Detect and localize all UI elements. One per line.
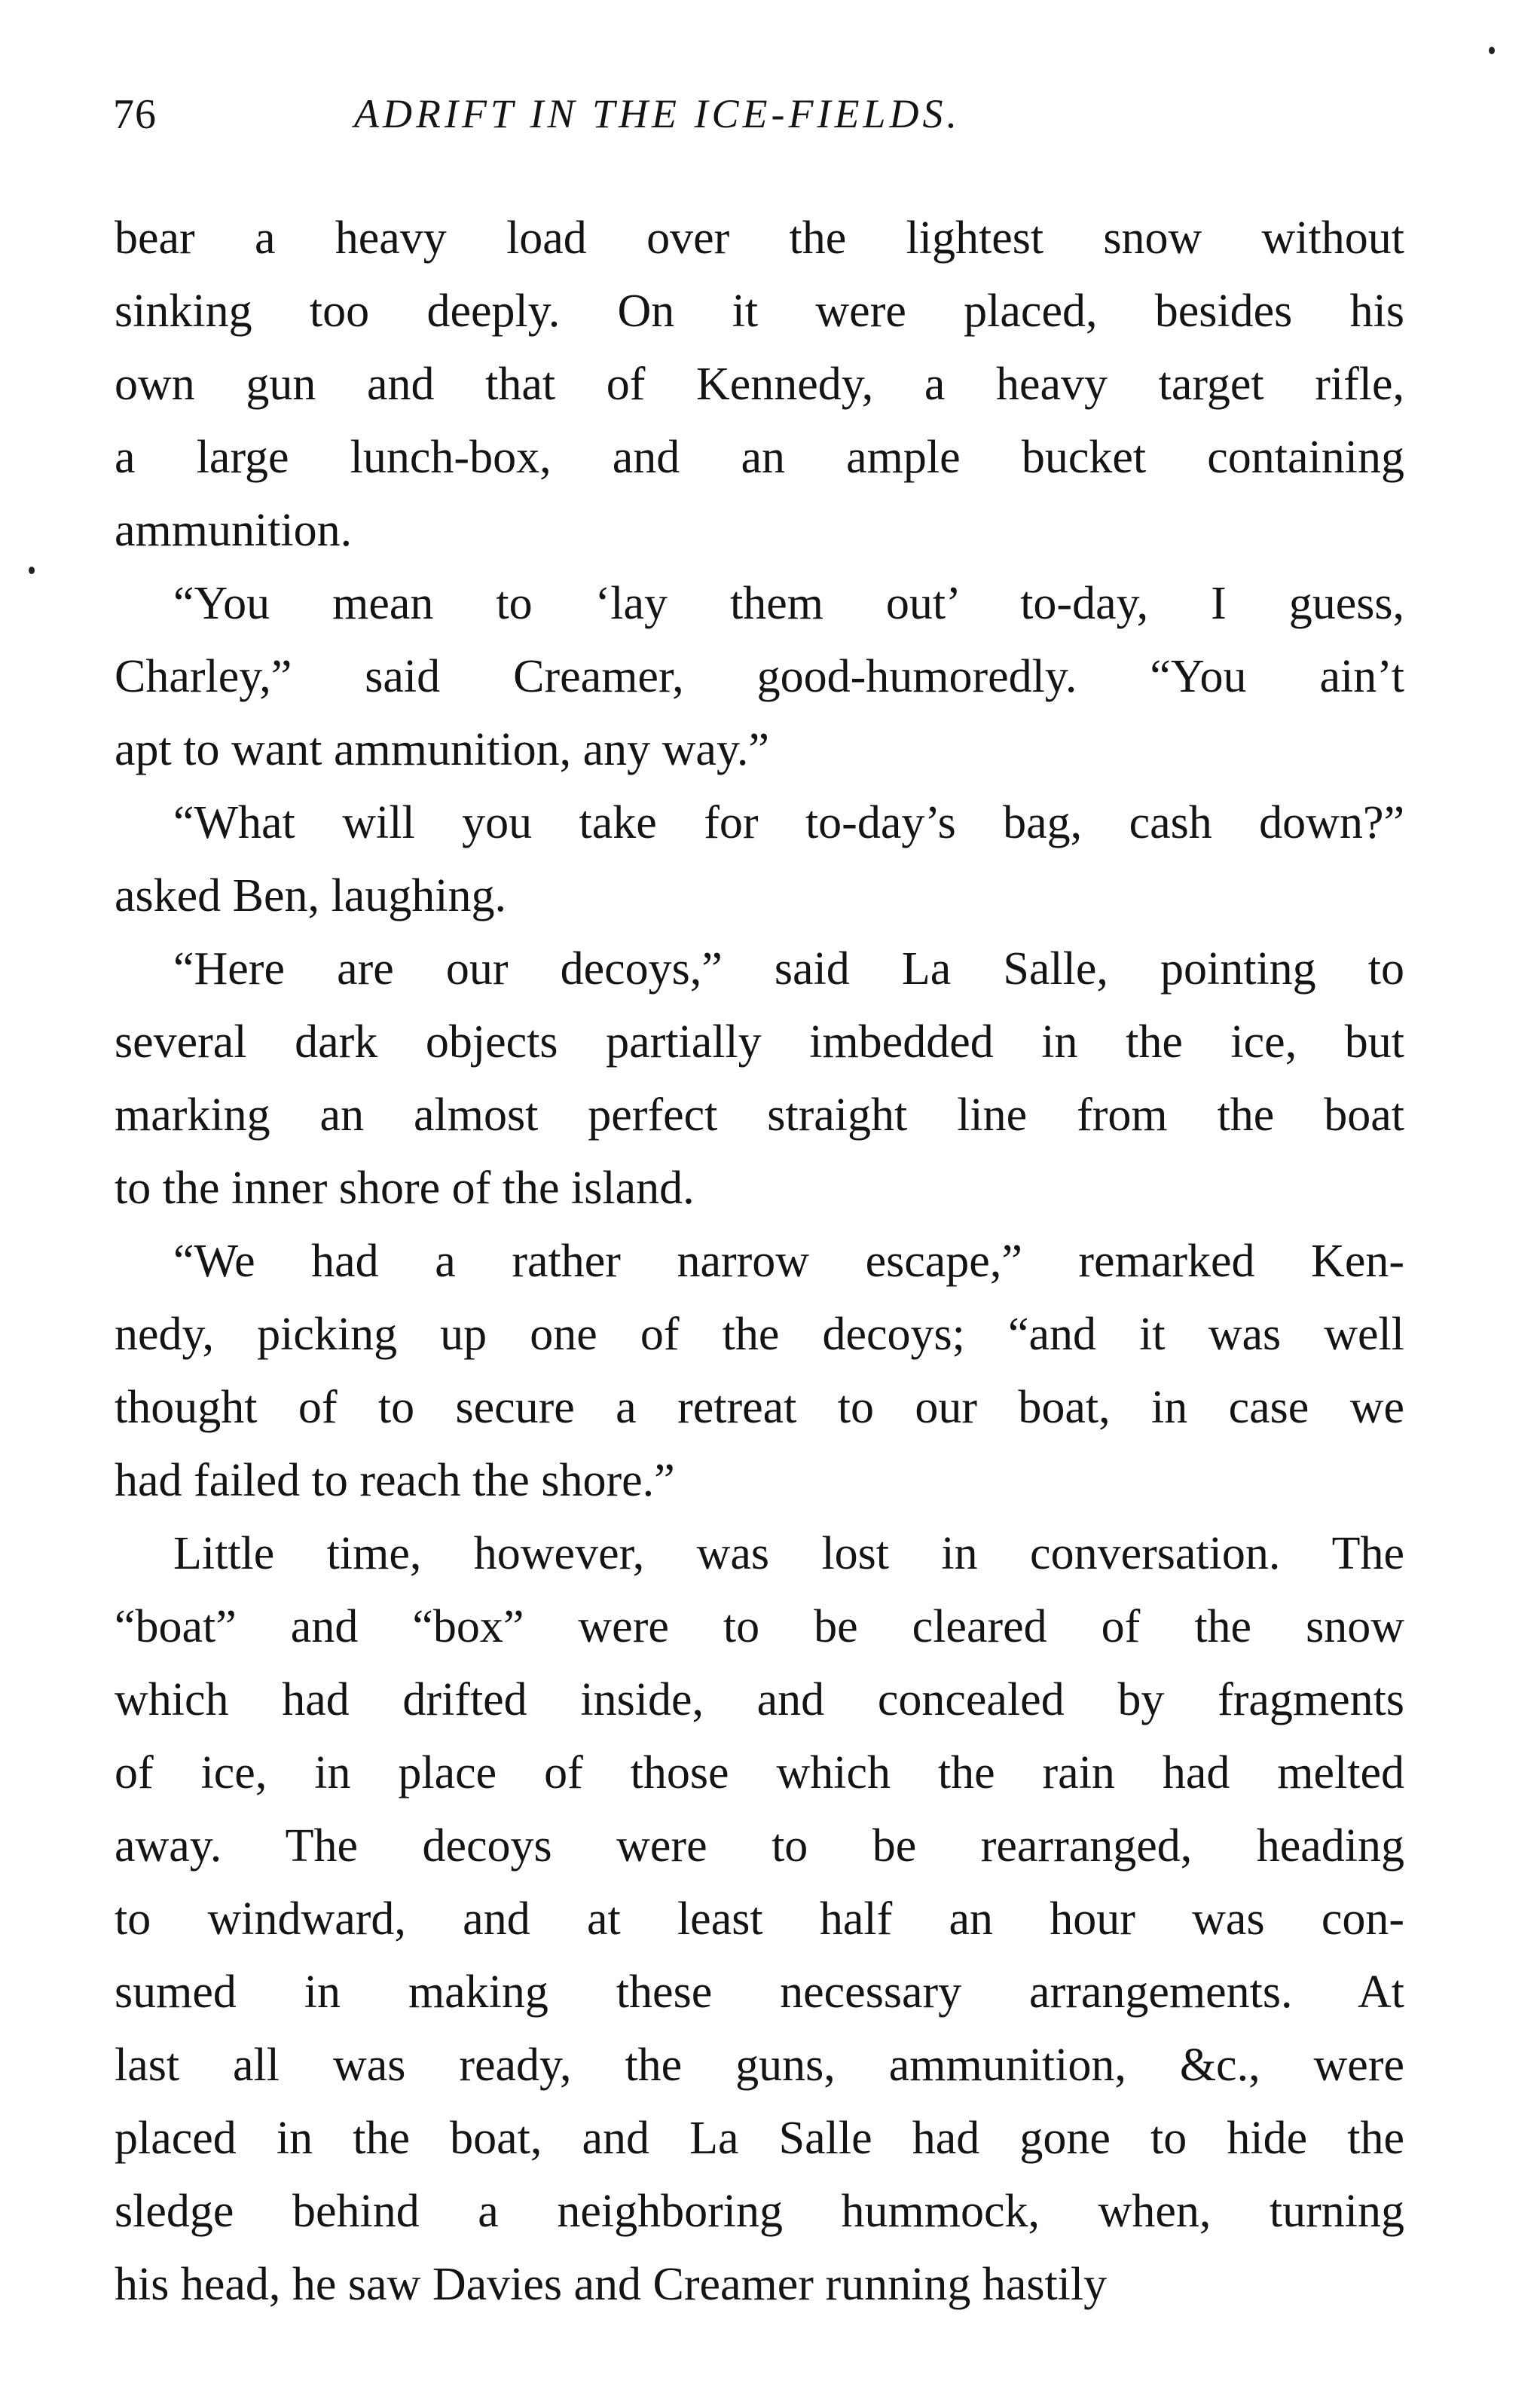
page-number: 76 <box>113 91 157 138</box>
text-line: a large lunch-box, and an ample bucket containing <box>115 432 1404 483</box>
text-line: “We had a rather narrow escape,” remarked Ken- <box>173 1236 1404 1287</box>
paragraph <box>115 1517 1404 2321</box>
text-line: “boat” and “box” were to be cleared of the snow <box>115 1601 1404 1652</box>
text-line: of ice, in place of those which the rain had melted <box>115 1747 1404 1798</box>
paragraph <box>115 567 1404 787</box>
text-line: placed in the boat, and La Salle had gone to hide the <box>115 2113 1404 2164</box>
text-line: to the inner shore of the island. <box>115 1163 695 1214</box>
paragraph <box>115 202 1404 567</box>
text-line: nedy, picking up one of the decoys; “and it was well <box>115 1309 1404 1360</box>
text-line: “Here are our decoys,” said La Salle, pointing to <box>173 943 1404 995</box>
text-line: “What will you take for to-day’s bag, cash down?” <box>173 797 1404 848</box>
paragraph <box>115 1225 1404 1517</box>
text-line: own gun and that of Kennedy, a heavy target rifle, <box>115 359 1404 410</box>
text-line: which had drifted inside, and concealed by fragments <box>115 1674 1404 1725</box>
text-line: had failed to reach the shore.” <box>115 1455 675 1506</box>
text-line: “You mean to ‘lay them out’ to-day, I guess, <box>173 578 1404 629</box>
text-line: bear a heavy load over the lightest snow without <box>115 212 1404 264</box>
paragraph <box>115 787 1404 933</box>
running-header <box>113 90 1394 158</box>
paragraph <box>115 933 1404 1225</box>
text-line: last all was ready, the guns, ammunition, &c., were <box>115 2040 1404 2091</box>
text-line: away. The decoys were to be rearranged, heading <box>115 1820 1404 1872</box>
ink-speck-left-margin <box>29 567 35 574</box>
text-line: sledge behind a neighboring hummock, when, turning <box>115 2186 1404 2237</box>
ink-speck-top-right <box>1489 47 1495 54</box>
text-line: his head, he saw Davies and Creamer running hastily <box>115 2259 1108 2310</box>
text-line: apt to want ammunition, any way.” <box>115 724 769 775</box>
text-line: sumed in making these necessary arrangements. At <box>115 1966 1404 2018</box>
text-line: thought of to secure a retreat to our boat, in case we <box>115 1382 1404 1433</box>
text-line: asked Ben, laughing. <box>115 870 507 921</box>
text-line: sinking too deeply. On it were placed, besides his <box>115 286 1404 337</box>
text-line: Little time, however, was lost in conversation. The <box>173 1528 1404 1579</box>
text-line: to windward, and at least half an hour was con- <box>115 1893 1404 1945</box>
body-text <box>115 202 1404 2321</box>
text-line: Charley,” said Creamer, good-humoredly. “You ain’t <box>115 651 1404 702</box>
running-title: ADRIFT IN THE ICE-FIELDS. <box>354 91 961 136</box>
text-line: several dark objects partially imbedded in the ice, but <box>115 1016 1404 1068</box>
text-line: ammunition. <box>115 505 353 556</box>
text-line: marking an almost perfect straight line from the boat <box>115 1089 1404 1141</box>
